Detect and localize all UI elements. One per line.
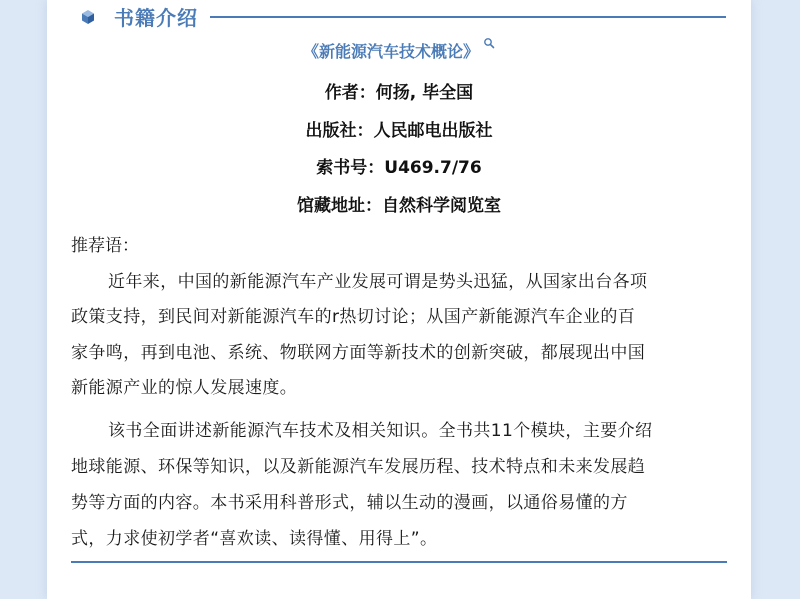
book-title: 《新能源汽车技术概论》: [302, 42, 479, 61]
footer-divider: [71, 561, 727, 563]
book-author: 作者：何扬, 毕全国: [324, 83, 474, 103]
recommendation-line: 近年来，中国的新能源汽车产业发展可谓是势头迅猛，从国家出台各项: [108, 272, 648, 292]
cube-icon: [80, 9, 96, 25]
recommendation-line: 地球能源、环保等知识，以及新能源汽车发展历程、技术特点和未来发展趋: [71, 457, 646, 477]
recommendation-label: 推荐语：: [71, 236, 139, 256]
book-title-row: [47, 39, 751, 62]
recommendation-line: 政策支持，到民间对新能源汽车的r热切讨论；从国产新能源汽车企业的百: [71, 307, 636, 327]
book-publisher: 出版社：人民邮电出版社: [305, 121, 493, 141]
search-icon[interactable]: [483, 37, 495, 49]
section-title: 书籍介绍: [114, 6, 198, 30]
recommendation-line: 新能源产业的惊人发展速度。: [71, 378, 298, 398]
recommendation-line: 家争鸣，再到电池、系统、物联网方面等新技术的创新突破，都展现出中国: [71, 343, 646, 363]
recommendation-line: 该书全面讲述新能源汽车技术及相关知识。全书共11个模块，主要介绍: [108, 421, 653, 441]
recommendation-line: 式，力求使初学者“喜欢读、读得懂、用得上”。: [71, 529, 438, 549]
book-location: 馆藏地址：自然科学阅览室: [297, 196, 501, 216]
header-divider: [210, 16, 726, 18]
section-header: [47, 0, 751, 34]
recommendation-line: 势等方面的内容。本书采用科普形式，辅以生动的漫画，以通俗易懂的方: [71, 493, 628, 513]
book-intro-card: [47, 0, 751, 599]
book-call-number: 索书号：U469.7/76: [316, 158, 482, 178]
